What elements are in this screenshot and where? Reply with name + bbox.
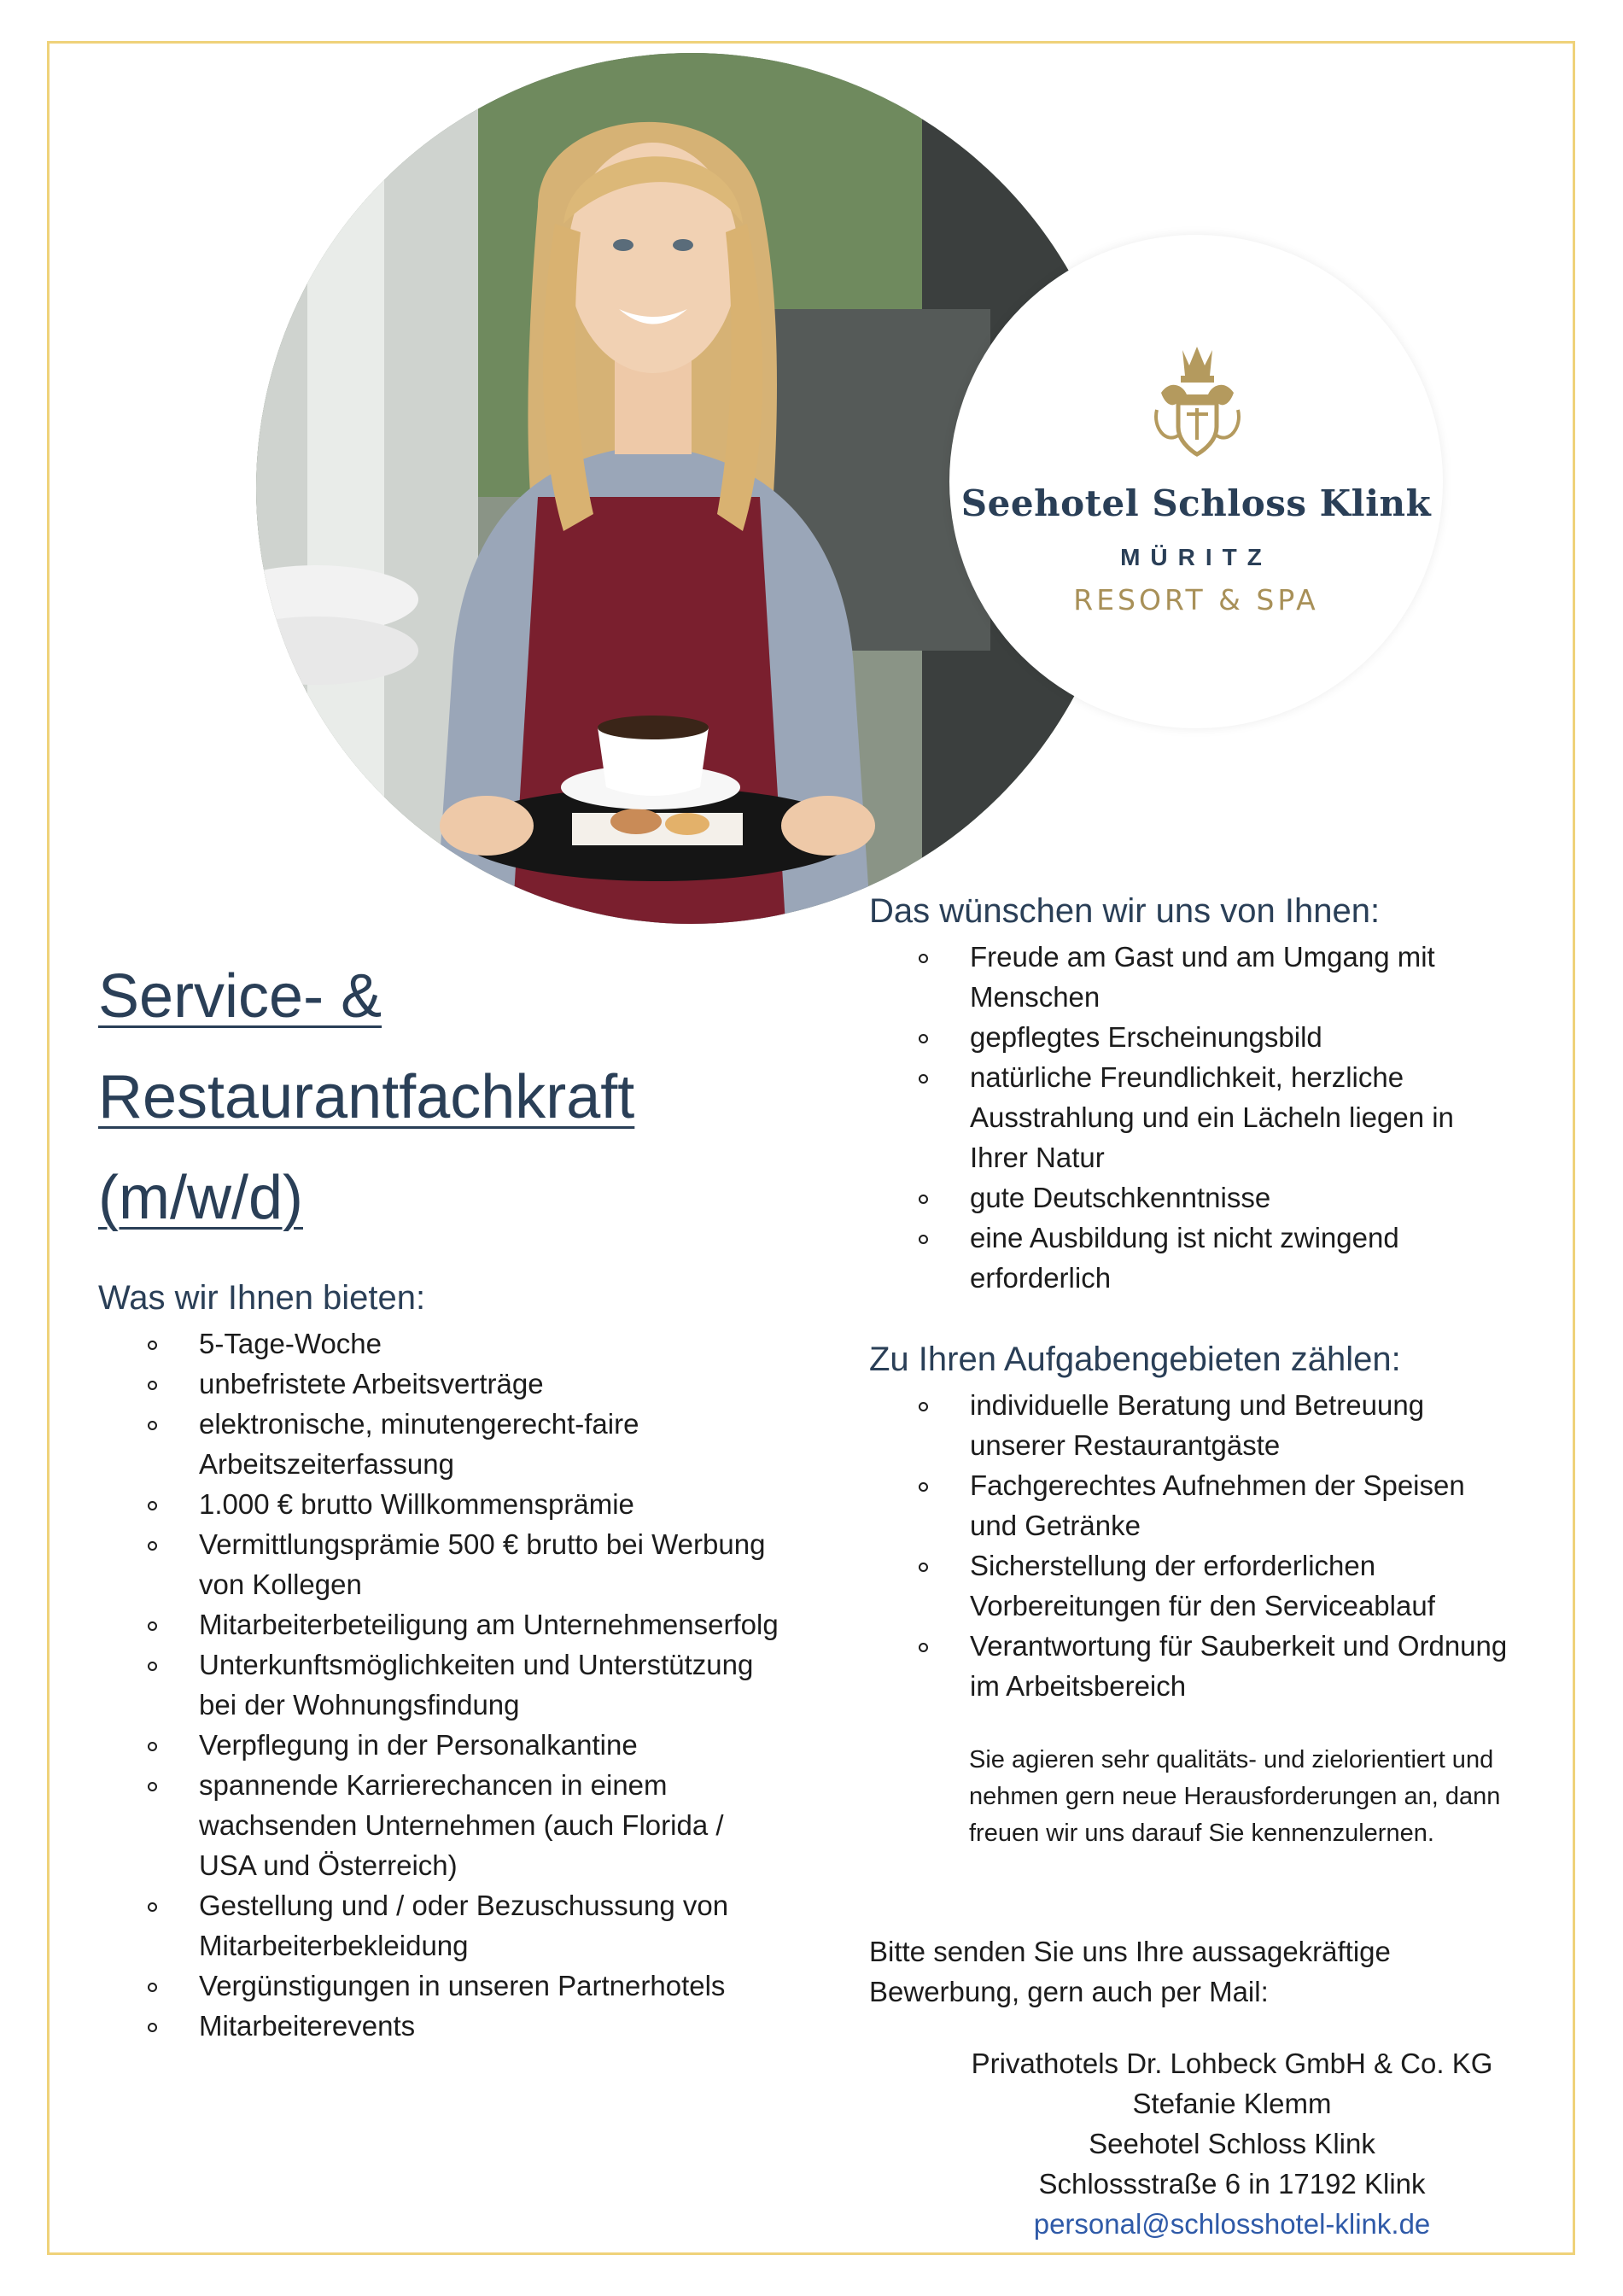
- offer-list: [98, 1323, 781, 2046]
- contact-person: Stefanie Klemm: [1132, 2088, 1332, 2119]
- list-item: Mitarbeiterevents: [98, 2006, 781, 2046]
- list-item: 5-Tage-Woche: [98, 1323, 781, 1364]
- contact-block: [869, 2043, 1595, 2244]
- list-item: unbefristete Arbeitsverträge: [98, 1364, 781, 1404]
- list-item: natürliche Freundlichkeit, herzliche Ausstrahlung und ein Lächeln liegen in Ihrer Natur: [869, 1057, 1518, 1177]
- contact-hotel: Seehotel Schloss Klink: [1089, 2128, 1375, 2159]
- crest-icon: [1148, 342, 1246, 461]
- list-item: spannende Karrierechancen in einem wachsenden Unternehmen (auch Florida / USA und Österreich): [98, 1765, 781, 1885]
- list-item: elektronische, minutengerecht-faire Arbeitszeiterfassung: [98, 1404, 781, 1484]
- job-title: [98, 946, 781, 1248]
- logo-name: Seehotel Schloss Klink: [960, 482, 1432, 524]
- contact-email-link[interactable]: personal@schlosshotel-klink.de: [1033, 2208, 1431, 2240]
- list-item: Freude am Gast und am Umgang mit Menschen: [869, 937, 1518, 1017]
- list-item: Fachgerechtes Aufnehmen der Speisen und Getränke: [869, 1465, 1518, 1545]
- list-item: Verpflegung in der Personalkantine: [98, 1725, 781, 1765]
- contact-address: Schlossstraße 6 in 17192 Klink: [1038, 2168, 1426, 2200]
- list-item: Vergünstigungen in unseren Partnerhotels: [98, 1966, 781, 2006]
- closing-text: Sie agieren sehr qualitäts- und zielorientiert und nehmen gern neue Herausforderungen an, dann freuen wir uns darauf Sie kennenzulernen.: [969, 1746, 1501, 1847]
- list-item: individuelle Beratung und Betreuung unserer Restaurantgäste: [869, 1385, 1518, 1465]
- list-item: gute Deutschkenntnisse: [869, 1177, 1518, 1218]
- list-item: Verantwortung für Sauberkeit und Ordnung im Arbeitsbereich: [869, 1626, 1518, 1706]
- list-item: Mitarbeiterbeteiligung am Unternehmenserfolg: [98, 1604, 781, 1645]
- hotel-logo: [949, 235, 1443, 728]
- list-item: Unterkunftsmöglichkeiten und Unterstützung bei der Wohnungsfindung: [98, 1645, 781, 1725]
- wishes-list: [869, 937, 1518, 1298]
- job-title-line-2: Restaurantfachkraft: [98, 1063, 635, 1131]
- list-item: gepflegtes Erscheinungsbild: [869, 1017, 1518, 1057]
- offer-heading: Was wir Ihnen bieten:: [98, 1279, 426, 1317]
- list-item: 1.000 € brutto Willkommensprämie: [98, 1484, 781, 1524]
- list-item: Vermittlungsprämie 500 € brutto bei Werbung von Kollegen: [98, 1524, 781, 1604]
- contact-company: Privathotels Dr. Lohbeck GmbH & Co. KG: [971, 2048, 1493, 2079]
- logo-region: MÜRITZ: [1120, 544, 1272, 570]
- list-item: Sicherstellung der erforderlichen Vorbereitungen für den Serviceablauf: [869, 1545, 1518, 1626]
- apply-text: Bitte senden Sie uns Ihre aussagekräftige Bewerbung, gern auch per Mail:: [869, 1936, 1391, 2007]
- list-item: eine Ausbildung ist nicht zwingend erforderlich: [869, 1218, 1518, 1298]
- tasks-heading: Zu Ihren Aufgabengebieten zählen:: [869, 1341, 1401, 1378]
- list-item: Gestellung und / oder Bezuschussung von Mitarbeiterbekleidung: [98, 1885, 781, 1966]
- tasks-list: [869, 1385, 1518, 1706]
- job-title-line-3: (m/w/d): [98, 1164, 303, 1232]
- logo-tagline: RESORT & SPA: [1073, 583, 1319, 616]
- wishes-heading: Das wünschen wir uns von Ihnen:: [869, 892, 1381, 930]
- job-title-line-1: Service- &: [98, 962, 382, 1031]
